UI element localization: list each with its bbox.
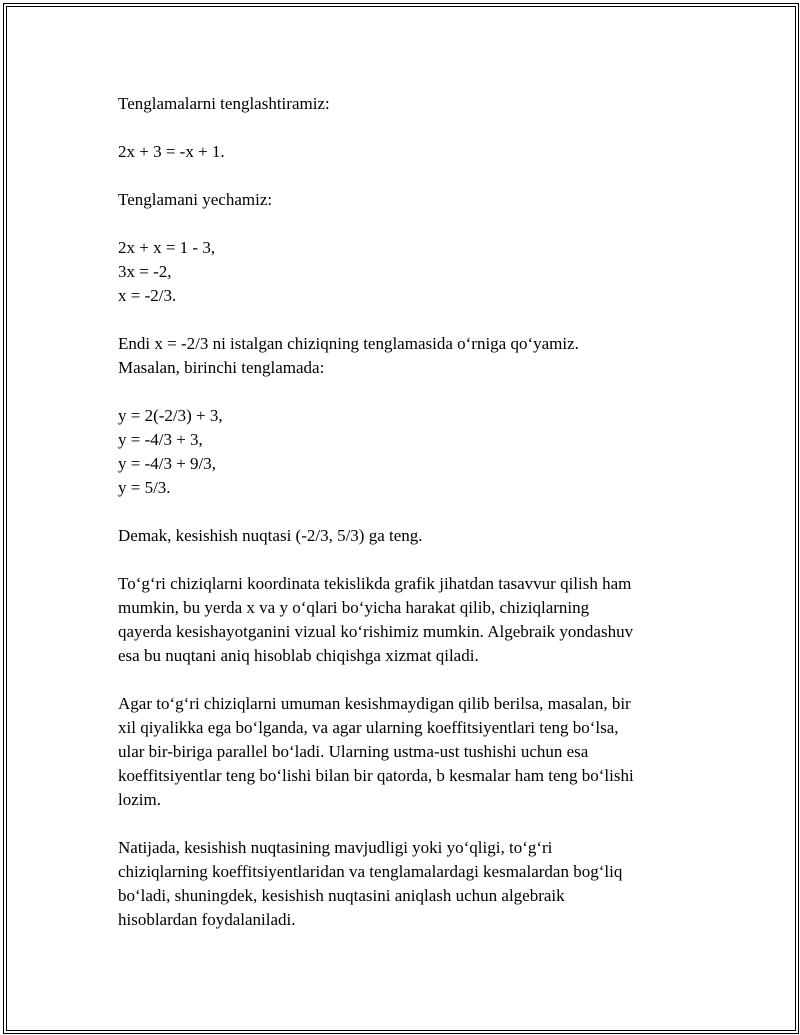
text-line: xil qiyalikka ega bo‘lganda, va agar ularning koeffitsiyentlari teng bo‘lsa, (118, 718, 619, 737)
paragraph (118, 692, 698, 812)
equation-line: y = 2(-2/3) + 3, (118, 406, 223, 425)
text-line: chiziqlarning koeffitsiyentlaridan va tenglamalardagi kesmalardan bog‘liq (118, 862, 623, 881)
paragraph (118, 236, 698, 308)
paragraph (118, 188, 698, 212)
text-line: To‘g‘ri chiziqlarni koordinata tekislikda grafik jihatdan tasavvur qilish ham (118, 574, 632, 593)
paragraph (118, 572, 698, 668)
text-line: hisoblardan foydalaniladi. (118, 910, 296, 929)
text-line: Natijada, kesishish nuqtasining mavjudligi yoki yo‘qligi, to‘g‘ri (118, 838, 553, 857)
paragraph (118, 836, 698, 932)
text-line: esa bu nuqtani aniq hisoblab chiqishga xizmat qiladi. (118, 646, 479, 665)
document-body (118, 92, 698, 956)
text-line: Tenglamani yechamiz: (118, 190, 273, 209)
equation-line: y = -4/3 + 3, (118, 430, 203, 449)
equation-line: x = -2/3. (118, 286, 177, 305)
equation-line: 2x + x = 1 - 3, (118, 238, 216, 257)
text-line: Tenglamalarni tenglashtiramiz: (118, 94, 330, 113)
paragraph (118, 140, 698, 164)
text-line: koeffitsiyentlar teng bo‘lishi bilan bir qatorda, b kesmalar ham teng bo‘lishi (118, 766, 634, 785)
text-line: bo‘ladi, shuningdek, kesishish nuqtasini aniqlash uchun algebraik (118, 886, 565, 905)
text-line: Agar to‘g‘ri chiziqlarni umuman kesishmaydigan qilib berilsa, masalan, bir (118, 694, 631, 713)
equation-line: y = -4/3 + 9/3, (118, 454, 217, 473)
equation-line: 3x = -2, (118, 262, 172, 281)
text-line: Demak, kesishish nuqtasi (-2/3, 5/3) ga teng. (118, 526, 423, 545)
text-line: qayerda kesishayotganini vizual ko‘rishimiz mumkin. Algebraik yondashuv (118, 622, 634, 641)
paragraph (118, 404, 698, 500)
text-line: lozim. (118, 790, 161, 809)
paragraph (118, 92, 698, 116)
text-line: Endi x = -2/3 ni istalgan chiziqning tenglamasida o‘rniga qo‘yamiz. (118, 334, 579, 353)
paragraph (118, 332, 698, 380)
equation-line: 2x + 3 = -x + 1. (118, 142, 225, 161)
text-line: ular bir-biriga parallel bo‘ladi. Ularning ustma-ust tushishi uchun esa (118, 742, 589, 761)
text-line: Masalan, birinchi tenglamada: (118, 358, 325, 377)
equation-line: y = 5/3. (118, 478, 171, 497)
text-line: mumkin, bu yerda x va y o‘qlari bo‘yicha harakat qilib, chiziqlarning (118, 598, 590, 617)
paragraph (118, 524, 698, 548)
